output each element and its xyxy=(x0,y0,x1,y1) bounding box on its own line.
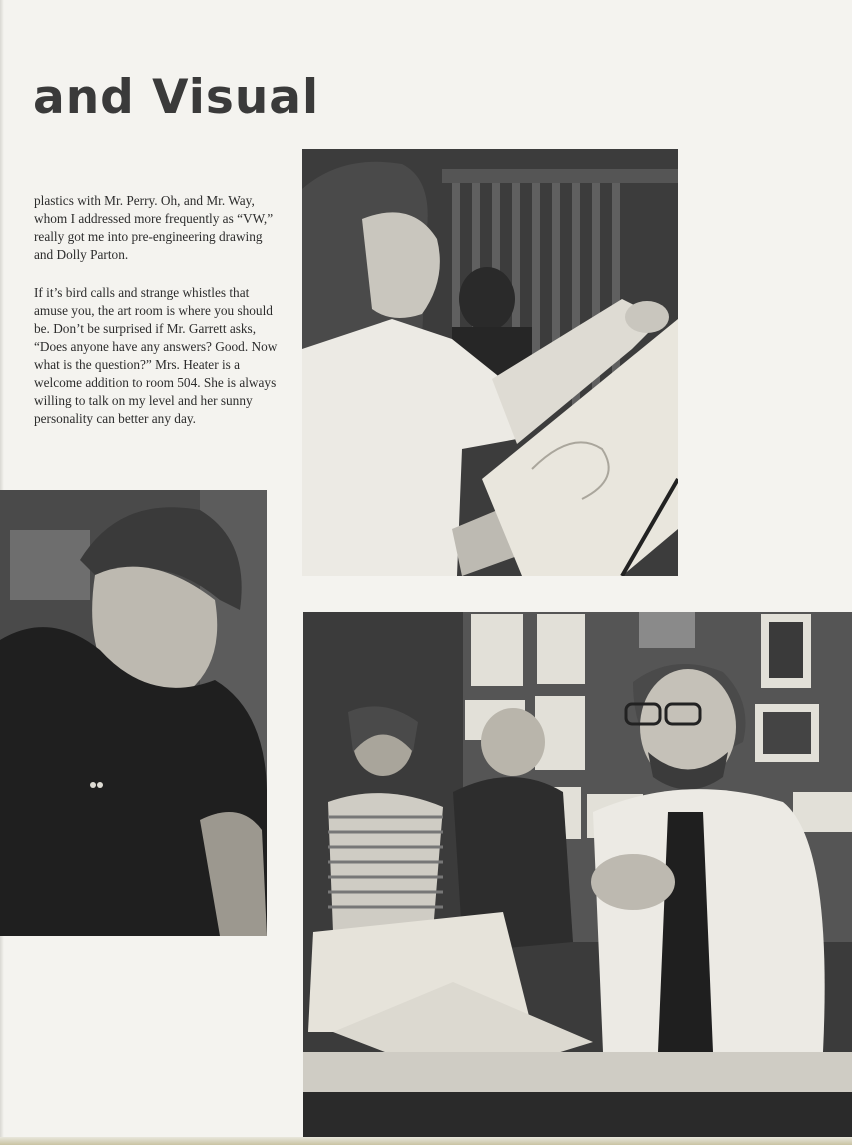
photo-teacher-art-room xyxy=(303,612,852,1138)
page-headline: and Visual xyxy=(33,70,320,125)
body-paragraph-2: If it’s bird calls and strange whistles that amuse you, the art room is where you should be. Don’t be surprised if Mr. Garrett asks, “Does anyone have any answers? Good. Now what is the question?” Mrs. Heater is a welcome addition to room 504. She is always willing to talk on my level and her sunny personality can better any day. xyxy=(34,285,278,426)
photo-student-image xyxy=(0,490,267,936)
photo-drafting-image xyxy=(302,149,678,576)
photo-teacher-image xyxy=(303,612,852,1138)
body-paragraph-1: plastics with Mr. Perry. Oh, and Mr. Way, whom I addressed more frequently as “VW,” really got me into pre-engineering drawing and Dolly Parton. xyxy=(34,193,274,262)
photo-student-drafting xyxy=(302,149,678,576)
photo-student-tshirt xyxy=(0,490,267,936)
page-bottom-edge xyxy=(0,1137,852,1145)
